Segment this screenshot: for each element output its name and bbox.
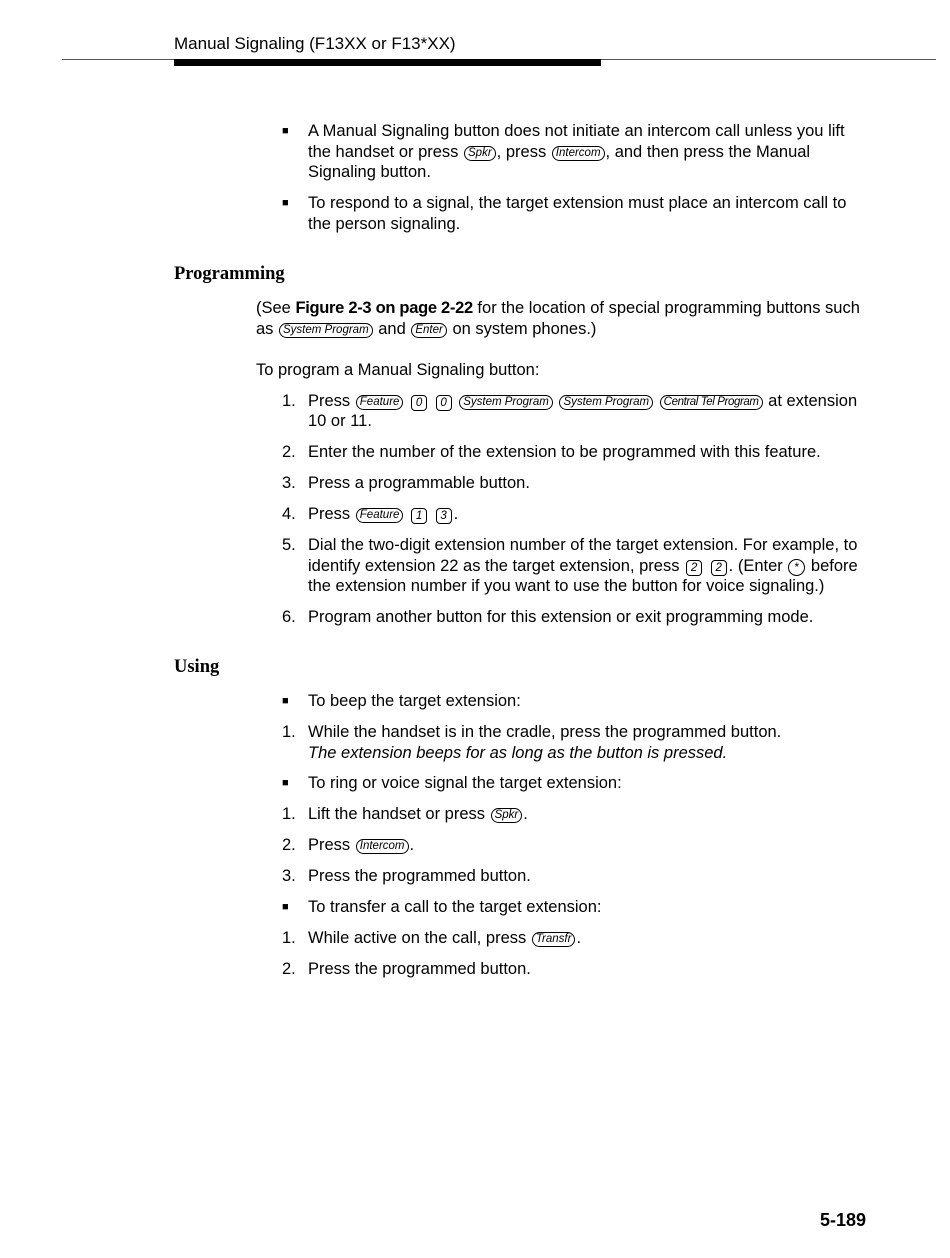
feature-key: Feature xyxy=(356,395,404,410)
header-rule-bar xyxy=(174,59,601,66)
step-number: 3. xyxy=(282,474,296,492)
system-program-key: System Program xyxy=(559,395,653,410)
step-text: Lift the handset or press Spkr . xyxy=(308,805,528,823)
intercom-key: Intercom xyxy=(356,839,409,854)
step-number: 1. xyxy=(282,391,296,410)
spkr-key: Spkr xyxy=(491,808,523,823)
transfer-key: Transfr xyxy=(532,932,576,947)
bullet-text: the handset or press Spkr , press Intercom , and then press the Manual xyxy=(308,142,811,161)
bullet-text: To beep the target extension: xyxy=(308,692,521,710)
digit-key: 0 xyxy=(411,395,427,411)
digit-key: 2 xyxy=(711,560,727,576)
intercom-key: Intercom xyxy=(552,146,605,161)
step-text: the extension number if you want to use the button for voice signaling.) xyxy=(308,577,825,595)
step-number: 6. xyxy=(282,608,296,626)
see-figure-note: (See Figure 2-3 on page 2-22 for the location of special programming buttons such xyxy=(256,299,860,317)
running-header: Manual Signaling (F13XX or F13*XX) xyxy=(174,34,456,53)
bullet-marker: ■ xyxy=(282,695,289,707)
digit-key: 2 xyxy=(686,560,702,576)
step-number: 2. xyxy=(282,443,296,461)
digit-key: 0 xyxy=(436,395,452,411)
step-text: Press Feature 1 3 . xyxy=(308,505,459,523)
step-text: Press the programmed button. xyxy=(308,867,531,885)
bullet-text: the person signaling. xyxy=(308,214,461,233)
step-number: 1. xyxy=(282,723,296,741)
figure-reference[interactable]: Figure 2-3 on page 2-22 xyxy=(295,299,473,317)
feature-key: Feature xyxy=(356,508,404,523)
bullet-text: A Manual Signaling button does not initiate an intercom call unless you lift xyxy=(308,122,845,140)
bullet-text: To respond to a signal, the target extension must place an intercom call to xyxy=(308,194,847,212)
step-text: While active on the call, press Transfr . xyxy=(308,929,582,947)
bullet-marker: ■ xyxy=(282,777,289,789)
step-text: Press Feature 0 0 System Program System Program Central Tel Program at extension xyxy=(308,391,858,410)
bullet-marker: ■ xyxy=(282,197,289,209)
step-text: Press Intercom . xyxy=(308,836,415,854)
programming-intro: To program a Manual Signaling button: xyxy=(256,361,540,379)
step-text: Dial the two-digit extension number of the target extension. For example, to xyxy=(308,536,858,554)
step-text: identify extension 22 as the target extension, press 2 2 . (Enter * before xyxy=(308,556,858,575)
step-text: Press the programmed button. xyxy=(308,960,531,978)
step-number: 2. xyxy=(282,960,296,978)
step-number: 1. xyxy=(282,805,296,823)
bullet-text: To transfer a call to the target extension: xyxy=(308,898,602,916)
star-key-icon: * xyxy=(788,559,805,576)
system-program-key: System Program xyxy=(459,395,553,410)
see-figure-note: as System Program and Enter on system phones.) xyxy=(256,319,597,338)
step-text: Program another button for this extension or exit programming mode. xyxy=(308,608,814,626)
step-number: 2. xyxy=(282,836,296,854)
digit-key: 1 xyxy=(411,508,427,524)
bullet-marker: ■ xyxy=(282,125,289,137)
bullet-marker: ■ xyxy=(282,901,289,913)
central-tel-program-key: Central Tel Program xyxy=(660,395,763,410)
section-heading-using: Using xyxy=(174,657,220,677)
step-note: The extension beeps for as long as the button is pressed. xyxy=(308,743,728,762)
spkr-key: Spkr xyxy=(464,146,496,161)
enter-key: Enter xyxy=(411,323,447,338)
step-number: 4. xyxy=(282,505,296,523)
step-text: While the handset is in the cradle, press the programmed button. xyxy=(308,723,782,741)
step-text: 10 or 11. xyxy=(308,412,372,430)
page-number: 5-189 xyxy=(820,1210,867,1230)
step-number: 3. xyxy=(282,867,296,885)
step-number: 5. xyxy=(282,536,296,554)
digit-key: 3 xyxy=(436,508,452,524)
system-program-key: System Program xyxy=(279,323,373,338)
section-heading-programming: Programming xyxy=(174,264,285,284)
step-number: 1. xyxy=(282,929,296,947)
step-text: Enter the number of the extension to be programmed with this feature. xyxy=(308,443,821,461)
bullet-text: Signaling button. xyxy=(308,163,431,181)
step-text: Press a programmable button. xyxy=(308,474,530,492)
bullet-text: To ring or voice signal the target extension: xyxy=(308,774,622,792)
